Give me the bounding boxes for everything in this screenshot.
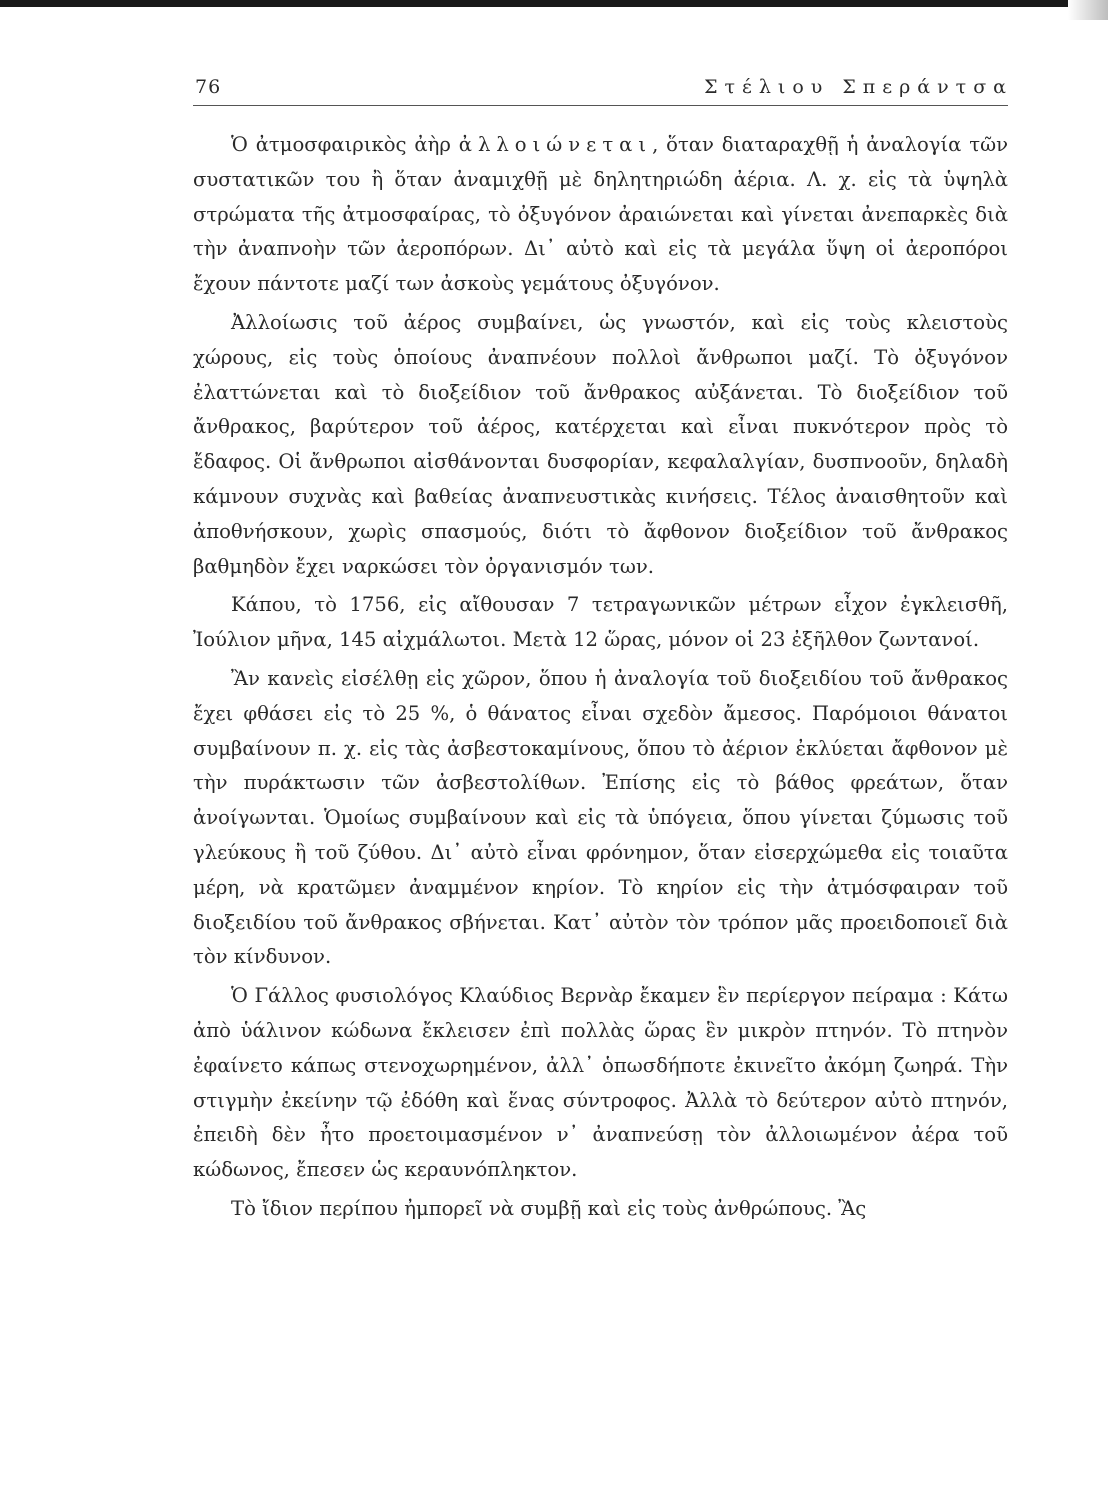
- paragraph-1-rest: , ὅταν διαταραχθῇ ἡ ἀναλογία τῶν συστατικῶν του ἢ ὅταν ἀναμιχθῇ μὲ δηλητηριώδη ἀέρια. Λ. χ. εἰς τὰ ὑψηλὰ στρώματα τῆς ἀτμοσφαίρας, τὸ ὀξυγόνον ἀραιώνεται καὶ γίνεται ἀνεπαρκὲς διὰ τὴν ἀναπνοὴν τῶν ἀεροπόρων. Δι᾽ αὐτὸ καὶ εἰς τὰ μεγάλα ὕψη οἱ ἀεροπόροι ἔχουν πάντοτε μαζί των ἀσκοὺς γεμάτους ὀξυγόνον.: [193, 133, 1008, 296]
- running-head: Στέλιου Σπεράντσα: [704, 76, 1013, 98]
- book-page: [193, 72, 1013, 1231]
- paragraph-1: [193, 128, 1008, 302]
- paragraph-1-lead: Ὁ ἀτμοσφαιρικὸς ἀὴρ: [231, 133, 459, 156]
- scan-top-border: [0, 0, 1108, 7]
- paragraph-1-emphasis: ἀλλοιώνεται: [458, 133, 653, 156]
- header-rule: [193, 105, 1008, 106]
- paragraph-4: Ἂν κανεὶς εἰσέλθῃ εἰς χῶρον, ὅπου ἡ ἀναλογία τοῦ διοξειδίου τοῦ ἄνθρακος ἔχει φθάσει εἰς τὸ 25 %, ὁ θάνατος εἶναι σχεδὸν ἄμεσος. Παρόμοιοι θάνατοι συμβαίνουν π. χ. εἰς τὰς ἀσβεστοκαμίνους, ὅπου τὸ ἀέριον ἐκλύεται ἄφθονον μὲ τὴν πυράκτωσιν τῶν ἀσβεστολίθων. Ἐπίσης εἰς τὸ βάθος φρεάτων, ὅταν ἀνοίγωνται. Ὁμοίως συμβαίνουν καὶ εἰς τὰ ὑπόγεια, ὅπου γίνεται ζύμωσις τοῦ γλεύκους ἢ τοῦ ζύθου. Δι᾽ αὐτὸ εἶναι φρόνημον, ὅταν εἰσερχώμεθα εἰς τοιαῦτα μέρη, νὰ κρατῶμεν ἀναμμένον κηρίον. Τὸ κηρίον εἰς τὴν ἀτμόσφαιραν τοῦ διοξειδίου τοῦ ἄνθρακος σβήνεται. Κατ᾽ αὐτὸν τὸν τρόπον μᾶς προειδοποιεῖ διὰ τὸν κίνδυνον.: [193, 666, 1008, 969]
- paragraph-6: Τὸ ἴδιον περίπου ἠμπορεῖ νὰ συμβῇ καὶ εἰς τοὺς ἀνθρώπους. Ἂς: [231, 1196, 867, 1220]
- page-number: 76: [195, 76, 222, 98]
- paragraph-5: Ὁ Γάλλος φυσιολόγος Κλαύδιος Βερνὰρ ἔκαμεν ἓν περίεργον πείραμα : Κάτω ἀπὸ ὑάλινον κώδωνα ἔκλεισεν ἐπὶ πολλὰς ὥρας ἓν μικρὸν πτηνόν. Τὸ πτηνὸν ἐφαίνετο κάπως στενοχωρημένον, ἀλλ᾽ ὁπωσδήποτε ἐκινεῖτο ἀκόμη ζωηρά. Τὴν στιγμὴν ἐκείνην τῷ ἐδόθη καὶ ἕνας σύντροφος. Ἀλλὰ τὸ δεύτερον αὐτὸ πτηνόν, ἐπειδὴ δὲν ἦτο προετοιμασμένον ν᾽ ἀναπνεύσῃ τὸν ἀλλοιωμένον ἀέρα τοῦ κώδωνος, ἔπεσεν ὡς κεραυνόπληκτον.: [193, 984, 1008, 1182]
- page-header: [193, 72, 1013, 106]
- paragraph-2: Ἀλλοίωσις τοῦ ἀέρος συμβαίνει, ὡς γνωστόν, καὶ εἰς τοὺς κλειστοὺς χώρους, εἰς τοὺς ὁποίους ἀναπνέουν πολλοὶ ἄνθρωποι μαζί. Τὸ ὀξυγόνον ἐλαττώνεται καὶ τὸ διοξείδιον τοῦ ἄνθρακος αὐξάνεται. Τὸ διοξείδιον τοῦ ἄνθρακος, βαρύτερον τοῦ ἀέρος, κατέρχεται καὶ εἶναι πυκνότερον πρὸς τὸ ἔδαφος. Οἱ ἄνθρωποι αἰσθάνονται δυσφορίαν, κεφαλαλγίαν, δυσπνοοῦν, δηλαδὴ κάμνουν συχνὰς καὶ βαθείας ἀναπνευστικὰς κινήσεις. Τέλος ἀναισθητοῦν καὶ ἀποθνήσκουν, χωρὶς σπασμούς, διότι τὸ ἄφθονον διοξείδιον τοῦ ἄνθρακος βαθμηδὸν ἔχει ναρκώσει τὸν ὀργανισμόν των.: [193, 310, 1008, 578]
- body-text: [193, 128, 1008, 1227]
- scan-corner-shadow: [1068, 0, 1108, 20]
- paragraph-3: Κάπου, τὸ 1756, εἰς αἴθουσαν 7 τετραγωνικῶν μέτρων εἶχον ἐγκλεισθῆ, Ἰούλιον μῆνα, 145 αἰχμάλωτοι. Μετὰ 12 ὥρας, μόνον οἱ 23 ἐξῆλθον ζωντανοί.: [193, 593, 1008, 652]
